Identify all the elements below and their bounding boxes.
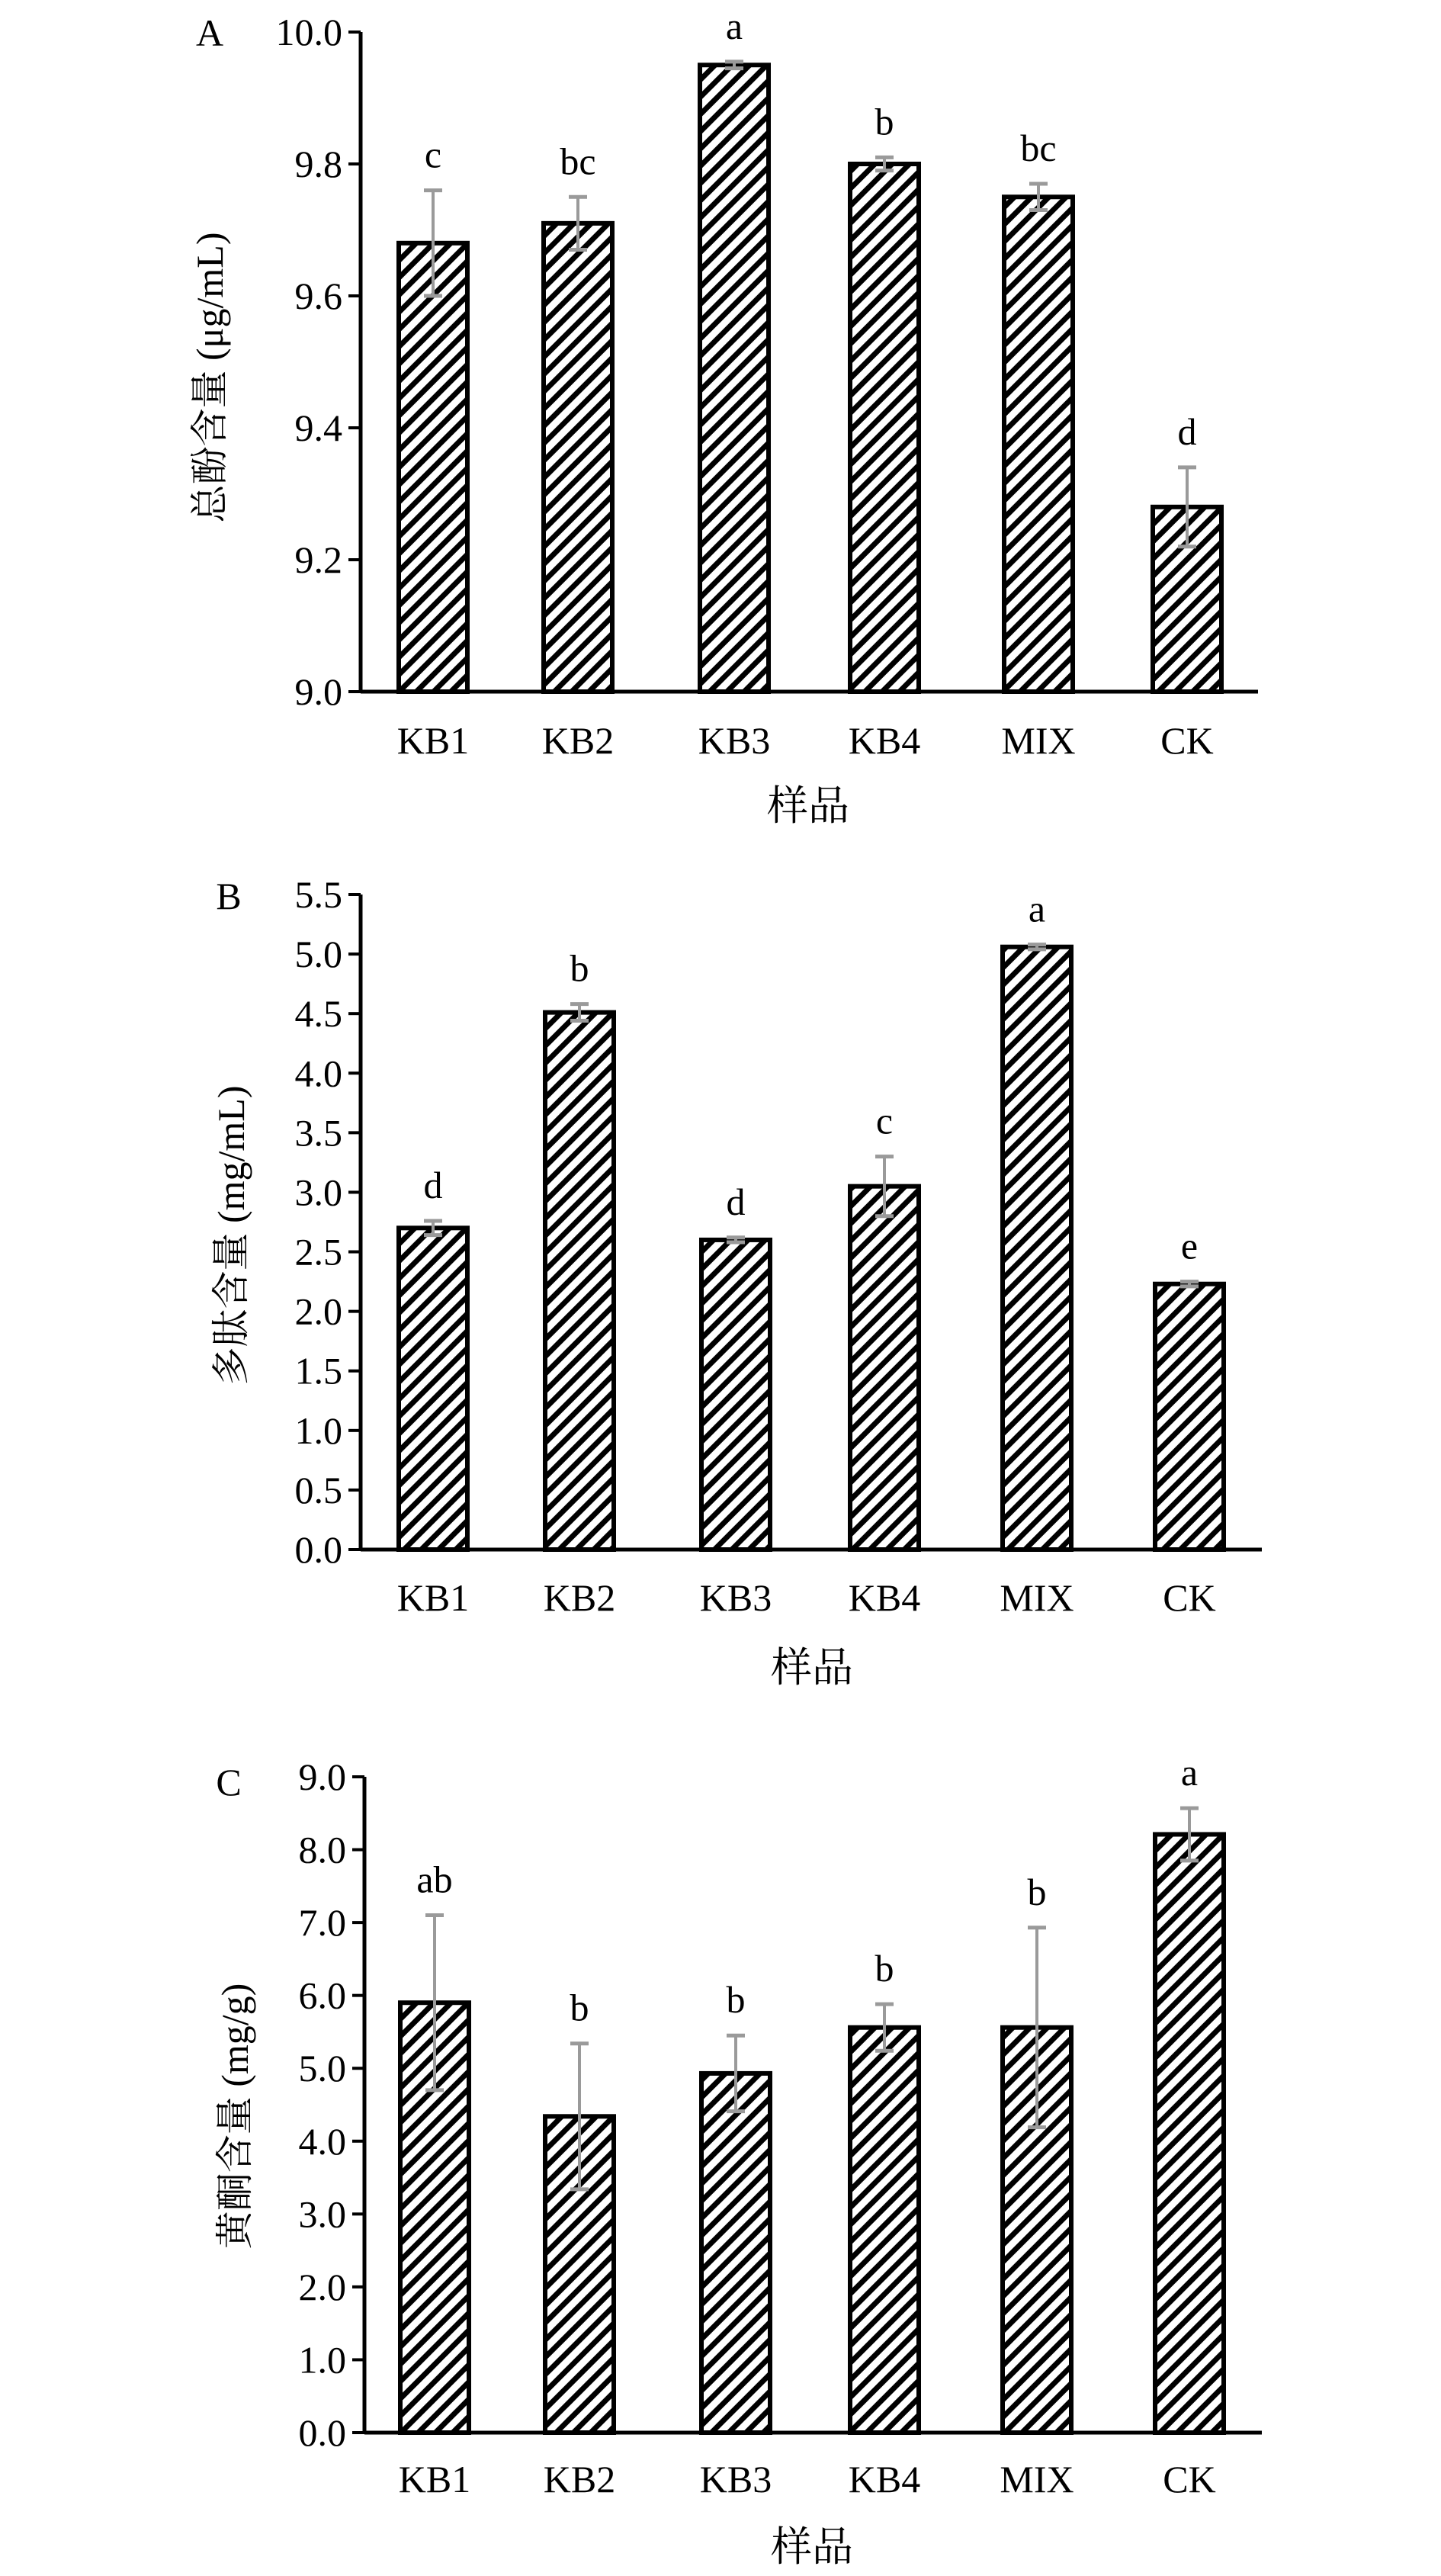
x-tick-label: MIX xyxy=(1000,2458,1074,2501)
y-tick-label: 10.0 xyxy=(275,11,342,53)
significance-letter: a xyxy=(1180,1751,1199,1794)
x-axis-label: 样品 xyxy=(767,783,849,829)
y-tick-label: 5.5 xyxy=(294,873,342,916)
y-tick-label: 7.0 xyxy=(298,1901,346,1945)
panel-label: A xyxy=(195,11,224,54)
bars xyxy=(399,947,1224,1550)
y-tick-label: 6.0 xyxy=(298,1974,346,2017)
bar-kb1 xyxy=(399,243,467,692)
x-tick-label: MIX xyxy=(1001,719,1076,762)
y-tick-label: 4.0 xyxy=(298,2119,346,2163)
y-tick-label: 1.0 xyxy=(298,2338,346,2382)
significance-letter: b xyxy=(726,1978,746,2022)
y-tick-label: 9.0 xyxy=(294,670,342,713)
panel-b xyxy=(210,873,1262,1691)
y-tick-label: 9.0 xyxy=(298,1755,346,1798)
significance-letter: a xyxy=(725,4,743,47)
y-tick-label: 3.0 xyxy=(298,2192,346,2236)
panel-c xyxy=(213,1751,1262,2570)
significance-letter: c xyxy=(875,1099,894,1142)
significance-letter: b xyxy=(875,1947,894,1990)
error-bars xyxy=(424,62,1196,547)
y-tick-label: 2.0 xyxy=(298,2265,346,2308)
bars xyxy=(400,1834,1224,2433)
x-tick-label: CK xyxy=(1163,2458,1216,2501)
x-axis-label: 样品 xyxy=(771,1645,853,1691)
y-tick-label: 0.5 xyxy=(294,1468,342,1511)
x-tick-label: KB3 xyxy=(699,2458,772,2501)
x-tick-label: KB2 xyxy=(541,719,615,762)
bar-kb2 xyxy=(544,223,612,692)
significance-letter: c xyxy=(424,133,442,176)
y-tick-label: 1.5 xyxy=(294,1349,342,1392)
y-tick-label: 5.0 xyxy=(294,933,342,976)
panel-label: C xyxy=(216,1761,242,1804)
x-tick-label: KB1 xyxy=(396,719,470,762)
x-tick-label: CK xyxy=(1163,1576,1216,1619)
y-tick-label: 9.4 xyxy=(294,406,342,449)
significance-letter: d xyxy=(726,1180,746,1223)
bar-ck xyxy=(1155,1834,1224,2433)
x-ticks xyxy=(397,1576,1216,1619)
x-tick-label: KB4 xyxy=(848,2458,921,2501)
bar-kb3 xyxy=(701,1240,770,1550)
x-tick-label: KB4 xyxy=(848,719,921,762)
y-tick-label: 0.0 xyxy=(294,1528,342,1571)
x-tick-label: KB4 xyxy=(848,1576,921,1619)
significance-letters xyxy=(425,5,1197,453)
y-tick-label: 0.0 xyxy=(298,2411,346,2454)
significance-letter: b xyxy=(570,946,589,990)
significance-letter: d xyxy=(1177,410,1197,453)
y-tick-label: 2.5 xyxy=(294,1230,342,1274)
significance-letter: a xyxy=(1028,887,1046,930)
bar-ck xyxy=(1155,1284,1224,1550)
bar-kb1 xyxy=(399,1228,467,1550)
bar-kb4 xyxy=(850,1187,919,1550)
y-tick-label: 5.0 xyxy=(298,2047,346,2090)
bar-kb2 xyxy=(545,1013,614,1550)
x-tick-label: KB1 xyxy=(396,1576,470,1619)
y-tick-label: 1.0 xyxy=(294,1408,342,1452)
panel-label: B xyxy=(216,875,242,917)
bar-kb3 xyxy=(700,65,769,692)
y-axis-label: 总酚含量 (μg/mL) xyxy=(188,232,231,523)
bar-kb4 xyxy=(850,2028,919,2433)
bar-mix xyxy=(1003,947,1071,1550)
y-tick-label: 9.6 xyxy=(294,275,342,317)
x-axis-label: 样品 xyxy=(771,2524,853,2570)
y-tick-label: 9.2 xyxy=(294,538,342,581)
x-tick-label: KB3 xyxy=(698,719,771,762)
x-tick-label: MIX xyxy=(1000,1576,1074,1619)
bars xyxy=(399,65,1221,692)
y-ticks xyxy=(295,873,361,1571)
x-ticks xyxy=(399,2458,1216,2501)
significance-letter: bc xyxy=(1020,126,1057,169)
significance-letters xyxy=(424,888,1199,1267)
error-bars xyxy=(424,945,1199,1286)
error-bars xyxy=(425,1808,1199,2189)
y-axis-label: 黄酮含量 (mg/g) xyxy=(213,1983,256,2250)
significance-letter: e xyxy=(1180,1224,1199,1267)
y-tick-label: 3.0 xyxy=(294,1171,342,1214)
x-tick-label: CK xyxy=(1160,719,1214,762)
significance-letter: b xyxy=(1027,1870,1047,1913)
y-ticks xyxy=(299,1755,365,2454)
x-tick-label: KB2 xyxy=(543,2458,616,2501)
significance-letter: d xyxy=(423,1163,443,1206)
significance-letter: ab xyxy=(416,1858,453,1901)
x-tick-label: KB2 xyxy=(543,1576,616,1619)
y-tick-label: 3.5 xyxy=(294,1111,342,1155)
y-tick-label: 4.5 xyxy=(294,992,342,1036)
y-tick-label: 2.0 xyxy=(294,1290,342,1333)
x-tick-label: KB3 xyxy=(699,1576,772,1619)
significance-letter: bc xyxy=(560,140,596,183)
significance-letter: b xyxy=(570,1986,589,2029)
y-tick-label: 8.0 xyxy=(298,1828,346,1871)
bar-kb3 xyxy=(701,2073,770,2433)
significance-letters xyxy=(416,1751,1198,2029)
x-tick-label: KB1 xyxy=(398,2458,471,2501)
bar-mix xyxy=(1004,197,1073,692)
y-ticks xyxy=(276,11,361,713)
panel-a xyxy=(188,5,1258,829)
y-axis-label: 多肽含量 (mg/mL) xyxy=(210,1085,252,1386)
y-tick-label: 4.0 xyxy=(294,1052,342,1095)
x-ticks xyxy=(397,719,1214,762)
bar-kb4 xyxy=(850,164,919,692)
significance-letter: b xyxy=(875,100,894,143)
y-tick-label: 9.8 xyxy=(294,143,342,185)
